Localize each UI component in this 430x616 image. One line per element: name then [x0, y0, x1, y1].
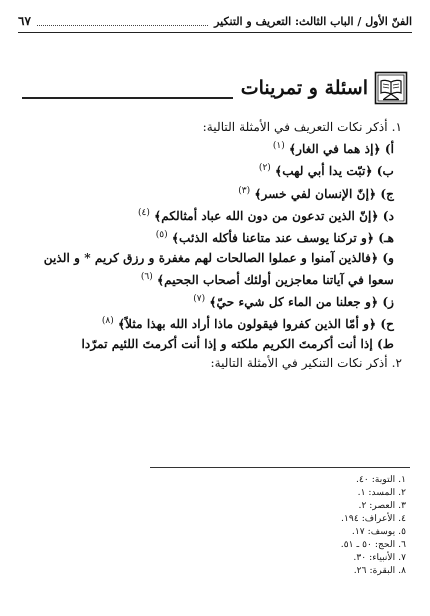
example-item [22, 290, 394, 312]
example-text: ج) ﴿إنّ الإنسان لفي خسر﴾ [254, 186, 394, 201]
footnote-ref: (٤) [137, 208, 150, 218]
footnote: ٧. الأنبياء: ٣٠. [353, 552, 406, 563]
header-dotted-leader [37, 17, 208, 26]
footnote-ref: (٦) [140, 271, 153, 282]
footnote-ref: (٢) [258, 163, 271, 174]
footnote: ١. التوبة: ٤٠. [356, 474, 406, 485]
example-item [22, 159, 394, 181]
book-on-stand-icon [374, 71, 408, 105]
example-text: و) ﴿فالذين آمنوا و عملوا الصالحات لهم مغفرة و رزق كريم * و الذين [43, 250, 394, 265]
example-text: ح) ﴿و أمّا الذين كفروا فيقولون ماذا أراد الله بهذا مثلاً﴾ [118, 317, 394, 332]
footnote: ٤. الأعراف: ١٩٤. [341, 513, 406, 524]
footnote: ٣. العصر: ٢. [358, 500, 406, 511]
footnote-separator [150, 467, 410, 468]
footnote: ٦. الحج: ٥٠ ـ ٥١. [340, 539, 406, 550]
footnote-ref: (٥) [155, 230, 168, 241]
footnote-ref: (١) [272, 141, 285, 152]
footnote: ٥. يوسف: ١٧. [351, 526, 406, 537]
section-title: اسئلة و تمرينات [240, 77, 368, 99]
example-item [22, 312, 394, 334]
example-item [22, 268, 394, 290]
example-item [22, 182, 394, 204]
example-item [22, 249, 394, 268]
footnotes [341, 473, 406, 577]
example-text: د) ﴿إنّ الذين تدعون من دون الله عباد أمثالكم﴾ [154, 209, 394, 224]
exercise-1-heading: ١. أذكر نكات التعريف في الأمثلة التالية: [202, 120, 402, 134]
footnote-ref: (٧) [193, 294, 206, 304]
footnote: ٨. البقرة: ٢٦. [353, 565, 406, 576]
header-title: الفنّ الأول / الباب الثالث: التعريف و التنكير [214, 14, 412, 28]
example-text: سعوا في آياتنا معاجزين أولئك أصحاب الجحيم﴾ [156, 272, 394, 287]
page-number: ٦٧ [18, 14, 31, 28]
footnote: ٢. المسد: ١. [357, 487, 406, 498]
example-text: هـ) ﴿و تركنا يوسف عند متاعنا فأكله الذئب﴾ [171, 231, 394, 246]
example-item [22, 204, 394, 226]
footnote-ref: (٨) [101, 316, 114, 327]
exercise-2-heading: ٢. أذكر نكات التنكير في الأمثلة التالية: [210, 355, 402, 370]
section-heading [22, 70, 408, 106]
example-text: ط) إذا أنت أكرمتَ الكريم ملكته و إذا أنت أكرمتَ اللئيم تمرّدا [81, 336, 394, 351]
example-text: أ) ﴿إذ هما في الغار﴾ [289, 142, 394, 157]
example-text: ز) ﴿و جعلنا من الماء كل شيء حيّ﴾ [209, 295, 394, 310]
footnote-ref: (٣) [238, 185, 251, 196]
exercises-body [22, 118, 406, 373]
example-text: ب) ﴿تبّت يدا أبي لهب﴾ [275, 164, 394, 179]
section-rule [22, 77, 233, 99]
example-item [22, 226, 394, 248]
example-item [22, 137, 394, 159]
poetry-line [22, 335, 394, 354]
running-header [18, 10, 412, 33]
